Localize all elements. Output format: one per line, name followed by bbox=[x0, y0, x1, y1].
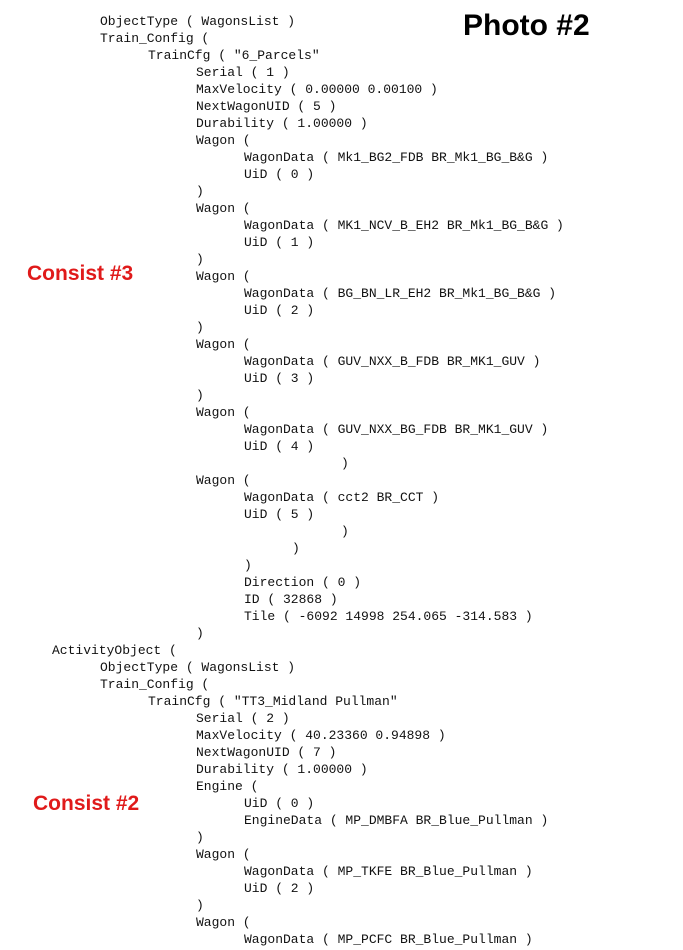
code-line: UiD ( 4 ) bbox=[244, 439, 315, 454]
code-line: UiD ( 0 ) bbox=[244, 167, 315, 182]
code-line: ActivityObject ( bbox=[52, 643, 177, 658]
code-line: ID ( 32868 ) bbox=[244, 592, 338, 607]
consist-2-annotation: Consist #2 bbox=[33, 792, 140, 815]
code-line: ) bbox=[341, 524, 349, 539]
code-line: ) bbox=[196, 830, 204, 845]
code-line: Direction ( 0 ) bbox=[244, 575, 362, 590]
code-line: UiD ( 5 ) bbox=[244, 507, 315, 522]
code-line: WagonData ( MK1_NCV_B_EH2 BR_Mk1_BG_B&G ) bbox=[244, 218, 564, 233]
code-line: ) bbox=[196, 898, 204, 913]
code-line: UiD ( 3 ) bbox=[244, 371, 315, 386]
code-line: ) bbox=[341, 456, 349, 471]
code-line: Wagon ( bbox=[196, 473, 251, 488]
code-line: ) bbox=[292, 541, 300, 556]
code-line: WagonData ( MP_PCFC BR_Blue_Pullman ) bbox=[244, 932, 533, 947]
code-line: Serial ( 2 ) bbox=[196, 711, 290, 726]
code-line: WagonData ( GUV_NXX_B_FDB BR_MK1_GUV ) bbox=[244, 354, 541, 369]
code-line: ) bbox=[196, 320, 204, 335]
code-line: WagonData ( GUV_NXX_BG_FDB BR_MK1_GUV ) bbox=[244, 422, 549, 437]
code-line: Train_Config ( bbox=[100, 31, 210, 46]
code-line: Wagon ( bbox=[196, 847, 251, 862]
code-line: ) bbox=[196, 626, 204, 641]
code-line: Serial ( 1 ) bbox=[196, 65, 290, 80]
code-line: UiD ( 2 ) bbox=[244, 303, 315, 318]
code-line: MaxVelocity ( 0.00000 0.00100 ) bbox=[196, 82, 438, 97]
code-line: Train_Config ( bbox=[100, 677, 210, 692]
code-line: Wagon ( bbox=[196, 337, 251, 352]
code-line: MaxVelocity ( 40.23360 0.94898 ) bbox=[196, 728, 446, 743]
code-line: NextWagonUID ( 5 ) bbox=[196, 99, 337, 114]
code-line: TrainCfg ( "TT3_Midland Pullman" bbox=[148, 694, 398, 709]
code-line: WagonData ( Mk1_BG2_FDB BR_Mk1_BG_B&G ) bbox=[244, 150, 549, 165]
consist-3-annotation: Consist #3 bbox=[27, 262, 134, 285]
code-line: ) bbox=[196, 388, 204, 403]
code-line: WagonData ( cct2 BR_CCT ) bbox=[244, 490, 440, 505]
code-line: Wagon ( bbox=[196, 405, 251, 420]
code-line: UiD ( 0 ) bbox=[244, 796, 315, 811]
code-line: ) bbox=[196, 184, 204, 199]
code-line: Wagon ( bbox=[196, 133, 251, 148]
code-line: WagonData ( BG_BN_LR_EH2 BR_Mk1_BG_B&G ) bbox=[244, 286, 557, 301]
code-line: UiD ( 2 ) bbox=[244, 881, 315, 896]
code-line: Wagon ( bbox=[196, 269, 251, 284]
code-line: NextWagonUID ( 7 ) bbox=[196, 745, 337, 760]
code-line: EngineData ( MP_DMBFA BR_Blue_Pullman ) bbox=[244, 813, 549, 828]
code-line: UiD ( 1 ) bbox=[244, 235, 315, 250]
code-line: ObjectType ( WagonsList ) bbox=[100, 660, 296, 675]
code-line: ) bbox=[196, 252, 204, 267]
code-line: Durability ( 1.00000 ) bbox=[196, 116, 368, 131]
code-line: Wagon ( bbox=[196, 201, 251, 216]
code-line: TrainCfg ( "6_Parcels" bbox=[148, 48, 320, 63]
code-line: Engine ( bbox=[196, 779, 259, 794]
code-line: WagonData ( MP_TKFE BR_Blue_Pullman ) bbox=[244, 864, 533, 879]
code-line: Durability ( 1.00000 ) bbox=[196, 762, 368, 777]
code-line: Tile ( -6092 14998 254.065 -314.583 ) bbox=[244, 609, 533, 624]
photo-title: Photo #2 bbox=[463, 9, 590, 42]
code-line: Wagon ( bbox=[196, 915, 251, 930]
code-line: ObjectType ( WagonsList ) bbox=[100, 14, 296, 29]
code-line: ) bbox=[244, 558, 252, 573]
